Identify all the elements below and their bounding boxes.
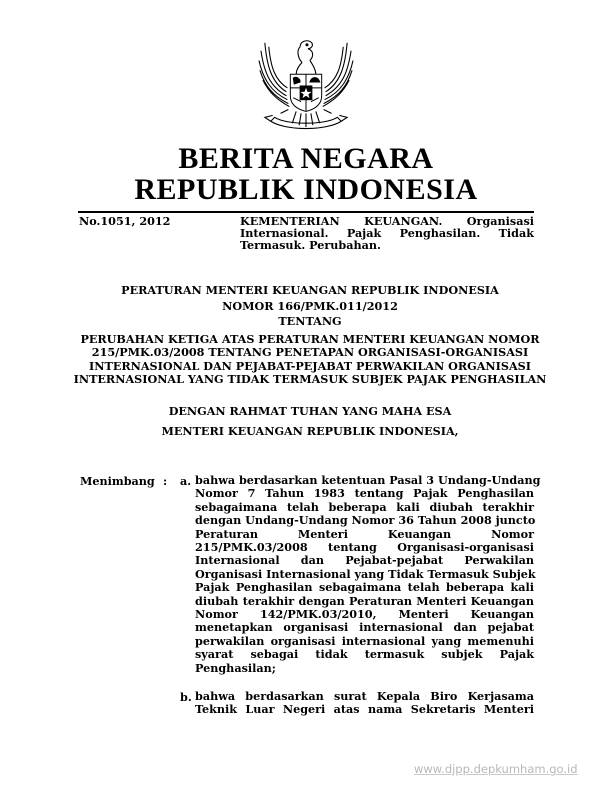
source-watermark-link[interactable]: www.djpp.depkumham.go.id [414, 762, 578, 776]
item-letter: a. [180, 474, 192, 488]
regulation-title-line: INTERNASIONAL YANG TIDAK TERMASUK SUBJEK PAJAK PENGHASILAN [73, 372, 547, 387]
gazette-subject-line: KEMENTERIAN KEUANGAN. Organisasi [240, 214, 534, 228]
invocation [70, 404, 550, 444]
regulation-type: PERATURAN MENTERI KEUANGAN REPUBLIK INDONESIA [121, 283, 499, 297]
item-line: diubah terakhir dengan Peraturan Menteri Keuangan [195, 593, 534, 608]
item-line: Pajak Penghasilan sebagaimana telah beberapa kali [195, 580, 534, 595]
item-line: perwakilan organisasi internasional yang memenuhi [195, 633, 534, 648]
item-line: Internasional dan Pejabat-pejabat Perwakilan [195, 553, 534, 568]
invocation-line1: DENGAN RAHMAT TUHAN YANG MAHA ESA [168, 404, 452, 418]
gazette-subject-line: Termasuk. Perubahan. [240, 238, 381, 252]
item-line: Nomor 7 Tahun 1983 tentang Pajak Penghasilan [195, 486, 534, 501]
considering-colon: : [163, 474, 168, 488]
regulation-title-line: INTERNASIONAL DAN PEJABAT-PEJABAT PERWAKILAN ORGANISASI [89, 358, 531, 373]
item-line: Penghasilan; [195, 660, 276, 675]
item-line: sebagaimana telah beberapa kali diubah terakhir [195, 499, 534, 514]
invocation-line2: MENTERI KEUANGAN REPUBLIK INDONESIA, [161, 424, 459, 438]
masthead-title-line2: REPUBLIK INDONESIA [134, 173, 478, 206]
considering-item-a [195, 473, 541, 675]
item-line: 215/PMK.03/2008 tentang Organisasi-organisasi [195, 540, 534, 555]
gazette-subject-line: Internasional. Pajak Penghasilan. Tidak [240, 226, 534, 240]
item-line: syarat sebagai tidak termasuk subjek Pajak [195, 647, 534, 662]
regulation-title-line: PERUBAHAN KETIGA ATAS PERATURAN MENTERI KEUANGAN NOMOR [80, 332, 540, 346]
item-line: Organisasi Internasional yang Tidak Termasuk Subjek [195, 566, 536, 581]
item-letter: b. [180, 690, 192, 704]
item-line: dengan Undang-Undang Nomor 36 Tahun 2008 juncto [195, 513, 536, 528]
considering-label: Menimbang [80, 474, 155, 488]
masthead-title-line1: BERITA NEGARA [178, 142, 434, 175]
regulation-heading [70, 284, 550, 331]
masthead-divider [78, 211, 534, 213]
gazette-number: No.1051, 2012 [79, 214, 171, 228]
gazette-subject [240, 215, 534, 251]
garuda-emblem-icon [257, 36, 355, 132]
item-line: Nomor 142/PMK.03/2010, Menteri Keuangan [195, 607, 534, 622]
item-line: Peraturan Menteri Keuangan Nomor [195, 526, 534, 541]
regulation-about: TENTANG [278, 314, 342, 328]
item-line: Teknik Luar Negeri atas nama Sekretaris Menteri [195, 702, 534, 717]
considering-item-b [195, 690, 534, 717]
regulation-title-line: 215/PMK.03/2008 TENTANG PENETAPAN ORGANISASI-ORGANISASI [91, 345, 529, 360]
item-line: bahwa berdasarkan surat Kepala Biro Kerjasama [195, 689, 534, 703]
item-line: menetapkan organisasi internasional dan pejabat [195, 620, 534, 635]
regulation-number: NOMOR 166/PMK.011/2012 [222, 298, 398, 313]
item-line: bahwa berdasarkan ketentuan Pasal 3 Undang-Undang [195, 473, 541, 487]
regulation-title [70, 333, 550, 387]
